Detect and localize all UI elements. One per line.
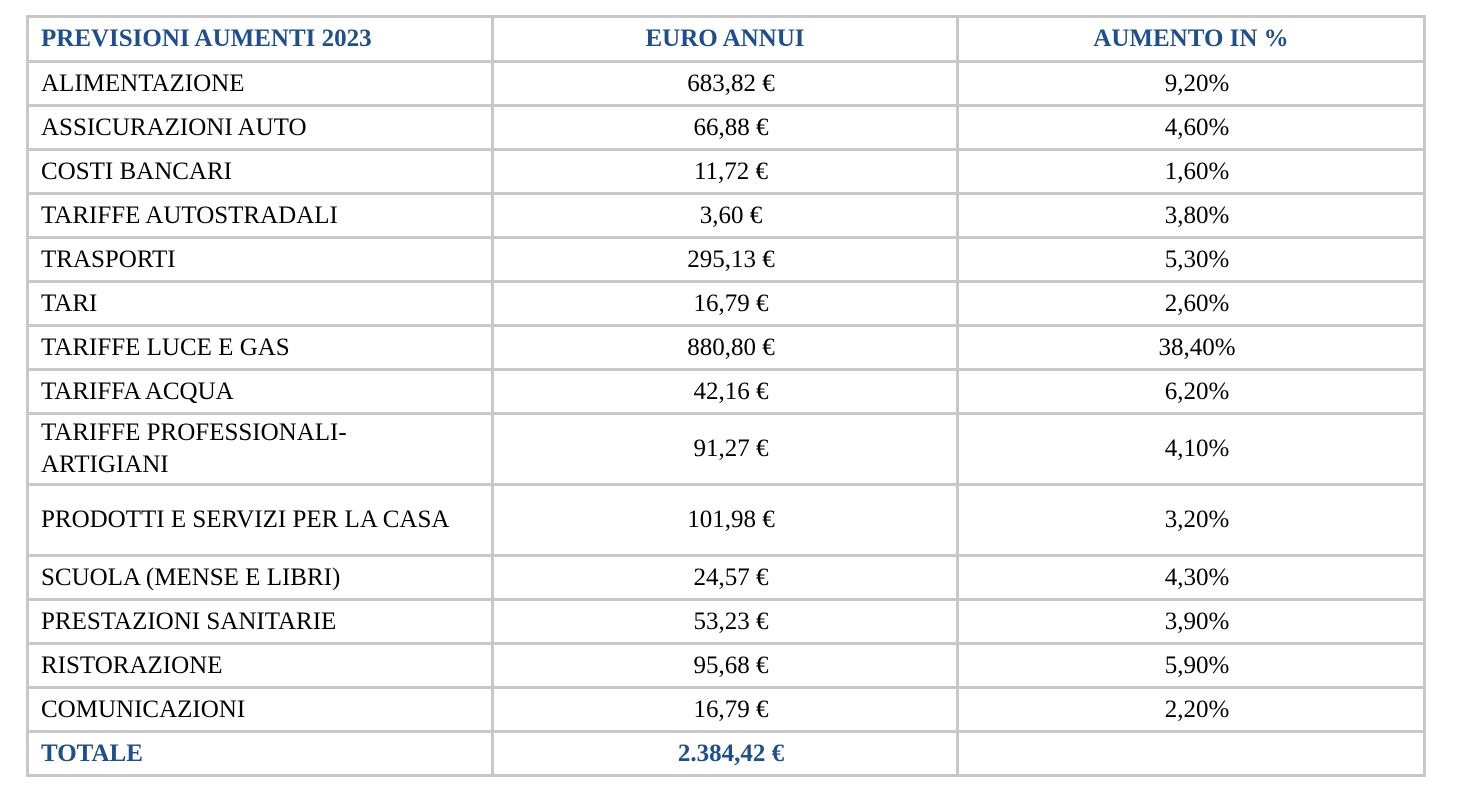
row-percent: 5,30% [958, 238, 1425, 282]
row-euro: 16,79 € [493, 282, 958, 326]
row-percent: 6,20% [958, 370, 1425, 414]
table-row [28, 150, 1425, 194]
total-euro: 2.384,42 € [493, 732, 958, 776]
row-category: RISTORAZIONE [28, 644, 493, 688]
table-row [28, 62, 1425, 106]
row-category: PRESTAZIONI SANITARIE [28, 600, 493, 644]
table-row [28, 370, 1425, 414]
row-category: COMUNICAZIONI [28, 688, 493, 732]
row-euro: 53,23 € [493, 600, 958, 644]
row-percent: 3,90% [958, 600, 1425, 644]
row-percent: 2,60% [958, 282, 1425, 326]
row-percent: 3,20% [958, 485, 1425, 556]
row-percent: 4,10% [958, 414, 1425, 485]
table-row [28, 556, 1425, 600]
row-percent: 4,30% [958, 556, 1425, 600]
row-euro: 24,57 € [493, 556, 958, 600]
row-euro: 91,27 € [493, 414, 958, 485]
row-percent: 38,40% [958, 326, 1425, 370]
header-percent: AUMENTO IN % [958, 17, 1425, 62]
table-row [28, 644, 1425, 688]
row-euro: 101,98 € [493, 485, 958, 556]
row-category: PRODOTTI E SERVIZI PER LA CASA [28, 485, 493, 556]
row-percent: 3,80% [958, 194, 1425, 238]
row-category: COSTI BANCARI [28, 150, 493, 194]
row-euro: 3,60 € [493, 194, 958, 238]
header-category: PREVISIONI AUMENTI 2023 [28, 17, 493, 62]
table-row [28, 600, 1425, 644]
row-euro: 683,82 € [493, 62, 958, 106]
row-euro: 11,72 € [493, 150, 958, 194]
total-percent [958, 732, 1425, 776]
row-category: ALIMENTAZIONE [28, 62, 493, 106]
row-euro: 16,79 € [493, 688, 958, 732]
row-percent: 5,90% [958, 644, 1425, 688]
table-row [28, 106, 1425, 150]
row-euro: 295,13 € [493, 238, 958, 282]
row-category: TARIFFE PROFESSIONALI-ARTIGIANI [28, 414, 493, 485]
row-percent: 1,60% [958, 150, 1425, 194]
row-percent: 9,20% [958, 62, 1425, 106]
row-category: ASSICURAZIONI AUTO [28, 106, 493, 150]
row-euro: 42,16 € [493, 370, 958, 414]
row-category: TARI [28, 282, 493, 326]
table-row [28, 282, 1425, 326]
row-euro: 95,68 € [493, 644, 958, 688]
row-percent: 2,20% [958, 688, 1425, 732]
row-category: SCUOLA (MENSE E LIBRI) [28, 556, 493, 600]
table-row [28, 688, 1425, 732]
row-category: TARIFFE AUTOSTRADALI [28, 194, 493, 238]
header-euro: EURO ANNUI [493, 17, 958, 62]
row-percent: 4,60% [958, 106, 1425, 150]
total-label: TOTALE [28, 732, 493, 776]
row-category: TARIFFA ACQUA [28, 370, 493, 414]
header-row [28, 17, 1425, 62]
row-category: TARIFFE LUCE E GAS [28, 326, 493, 370]
table-row [28, 238, 1425, 282]
row-euro: 66,88 € [493, 106, 958, 150]
table-row [28, 414, 1425, 485]
row-category: TRASPORTI [28, 238, 493, 282]
table-row [28, 485, 1425, 556]
row-euro: 880,80 € [493, 326, 958, 370]
table-row [28, 194, 1425, 238]
price-increase-table [26, 15, 1426, 777]
table-row [28, 326, 1425, 370]
total-row [28, 732, 1425, 776]
